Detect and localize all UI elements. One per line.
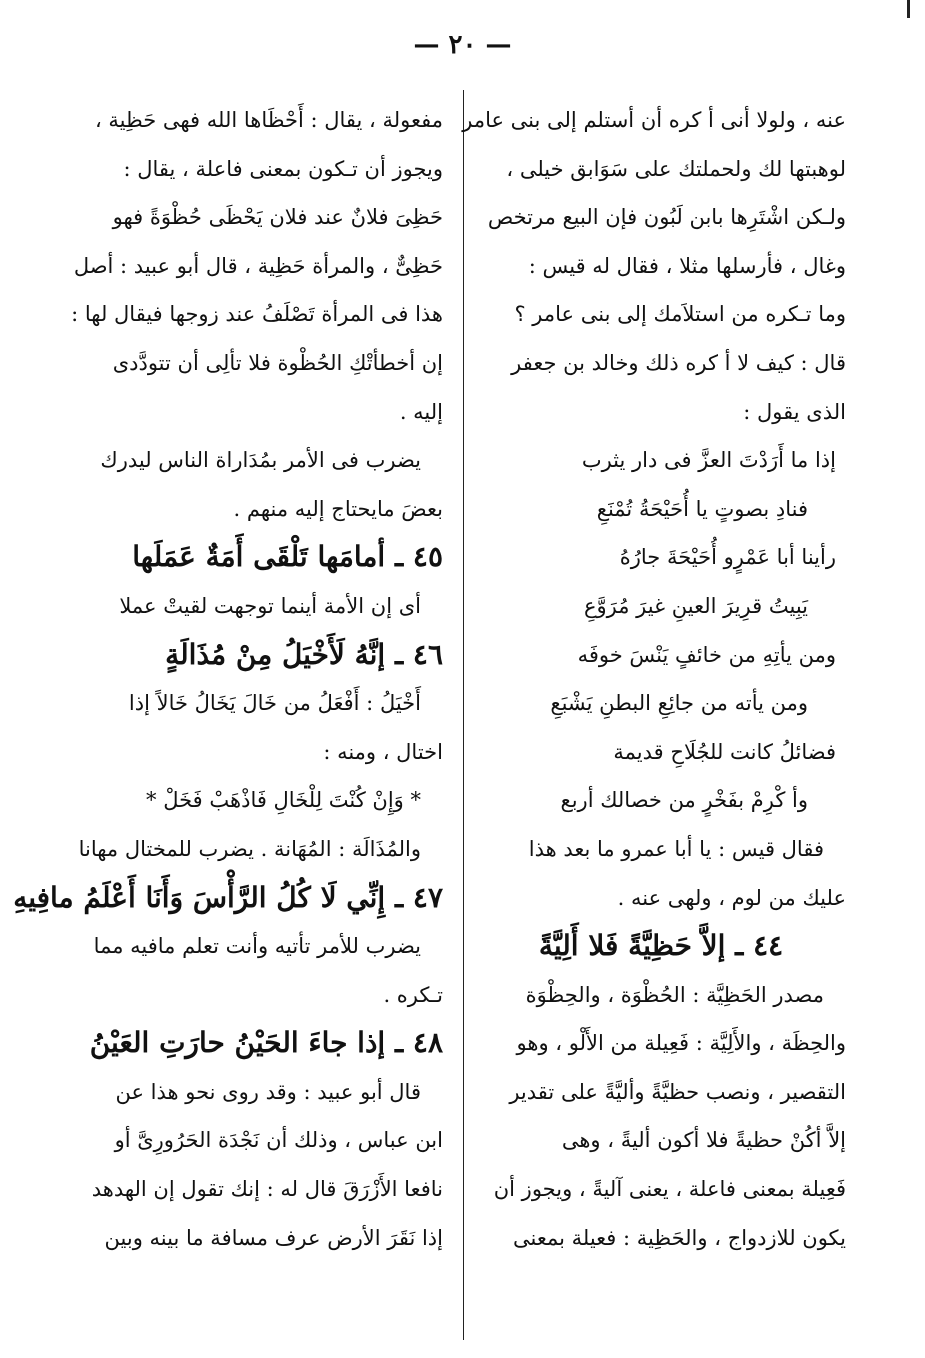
text-line: لوهبتها لك ولحملتك على سَوَابق خيلى ،	[506, 156, 846, 181]
proverb-heading: ٤٧ ـ إِنِّي لَا كُلُ الرَّأْسَ وَأَنَا أَعْلَمُ مافِيهِ	[13, 880, 443, 914]
text-line: إذا ما أَرَدْتَ العزَّ فى دار يثرب	[581, 448, 836, 473]
text-line: إن أخطأتْكِ الحُظْوة فلا تألِى أن تتودَّدى	[112, 350, 443, 375]
left-column	[13, 96, 443, 1262]
text-line: فنادِ بصوتٍ يا أُحَيْحَةُ تُمْنَعِ	[596, 496, 808, 521]
text-line: ولـكن اشْتَرِها بابن لَبُون فإن البيع مرتخص	[487, 205, 846, 230]
text-line: الذى يقول :	[743, 399, 846, 424]
text-line: رأينا أبا عَمْرٍو أُحَيْحَةَ جارُهُ	[619, 545, 836, 570]
right-column	[462, 96, 846, 1262]
text-line: إليه .	[399, 399, 443, 424]
text-line: ومن يأتِهِ من خائفٍ يَنْسَ خوفَه	[577, 642, 836, 667]
text-line: ويجوز أن تـكون بمعنى فاعلة ، يقال :	[123, 156, 443, 181]
text-line: هذا فى المرأة تَصْلَفُ عند زوجها فيقال لها :	[71, 302, 443, 327]
text-line: التقصير ، ونصب حظيَّةً وأليَّةً على تقدير	[509, 1079, 846, 1104]
text-line: مصدر الحَظِيَّة : الحُظْوَة ، والحِظْوَة	[525, 982, 824, 1007]
text-line: وأ كْرِمْ بفَخْرٍ من خصالك أربع	[560, 788, 808, 813]
text-line: اختال ، ومنه :	[323, 739, 443, 764]
text-line: نافعا الأَزْرَقَ قال له : إنك تقول إن الهدهد	[91, 1177, 443, 1202]
text-line: قال : كيف لا أ كره ذلك وخالد بن جعفر	[511, 350, 846, 375]
text-line: عنه ، ولولا أنى أ كره أن أستلم إلى بنى عامر	[462, 108, 846, 132]
text-line: فضائلُ كانت للجُلَاحِ قديمة	[613, 739, 836, 764]
text-line: يضرب للأمر تأتيه وأنت تعلم مافيه مما	[93, 934, 421, 959]
text-line: بعضَ مايحتاج إليه منهم .	[233, 496, 443, 521]
text-line: والحِظَة ، والأَلِيَّة : فَعِيلة من الأَلْو ، وهو	[516, 1031, 846, 1056]
text-line: أى إن الأمة أينما توجهت لقيتْ عملا	[119, 593, 421, 618]
text-line: يضرب فى الأمر بمُدَاراة الناس ليدرك	[100, 448, 421, 473]
proverb-heading: ٤٥ ـ أمامَها تَلْقَى أَمَةٌ عَمَلَها	[132, 540, 443, 574]
text-line: يكون للازدواج ، والحَظِية : فعيلة بمعنى	[513, 1225, 846, 1250]
proverb-heading: ٤٨ ـ إذا جاءَ الحَيْنُ حارَتِ العَيْنُ	[89, 1026, 443, 1060]
page-number: — ٢٠ —	[413, 30, 512, 60]
text-line: إذا نَقَرَ الأرض عرف مسافة ما بينه وبين	[104, 1225, 443, 1250]
text-line: يَبِيتُ قرِيرَ العينِ غيرَ مُرَوَّعِ	[584, 593, 808, 618]
proverb-heading: ٤٤ ـ إلاَّ حَظِيَّةً فَلا أَلِيَّةً	[538, 929, 784, 963]
text-line: وغال ، فأرسلها مثلا ، فقال له قيس :	[528, 253, 846, 278]
text-line: ابن عباس ، وذلك أن نَجْدَة الحَرُورِىَّ أو	[114, 1128, 443, 1153]
text-line: إلاَّ أكُنْ حظيةً فلا أكون أليةً ، وهى	[561, 1128, 846, 1153]
proverb-heading: ٤٦ ـ إنَّهُ لَأَخْيَلُ مِنْ مُذَالَةٍ	[165, 637, 443, 671]
column-divider	[463, 90, 464, 1340]
text-line: فقال قيس : يا أبا عمرو ما بعد هذا	[528, 836, 824, 861]
text-line: تـكره .	[383, 982, 443, 1007]
text-line: والمُذَالَة : المُهَانة . يضرب للمختال مهانا	[78, 836, 421, 861]
text-line: عليك من لوم ، ولهى عنه .	[617, 885, 846, 910]
text-line: أَخْيَلُ : أَفْعَلُ من خَالَ يَخَالُ خَالاً إذا	[128, 691, 421, 716]
text-line: ومن يأته من جائِعِ البطنِ يَشْبَعِ	[550, 691, 808, 716]
text-line: حَظِىَ فلانٌ عند فلان يَحْظَى حُظْوَةً فهو	[112, 205, 443, 230]
text-line: فَعِيلة بمعنى فاعلة ، يعنى آليةً ، ويجوز أن	[493, 1177, 846, 1202]
text-line: حَظِىٌّ ، والمرأة حَظِية ، قال أبو عبيد : أصل	[73, 253, 443, 278]
text-line: قال أبو عبيد : وقد روى نحو هذا عن	[115, 1079, 421, 1104]
edge-mark	[907, 0, 910, 18]
text-line: * وَإِنْ كُنْتَ لِلْخَالِ فَاذْهَبْ فَخَلْ *	[146, 788, 421, 813]
text-line: مفعولة ، يقال : أَحْظَاها الله فهى حَظِية ،	[94, 108, 443, 132]
text-line: وما تـكره من استلاَمك إلى بنى عامر ؟	[514, 302, 846, 327]
